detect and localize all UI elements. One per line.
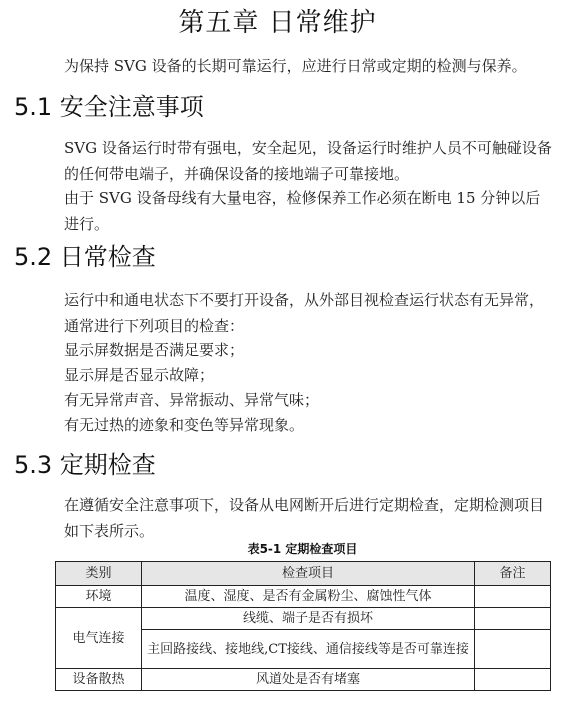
check-item-overheat: 有无过热的迹象和变色等异常现象。 — [64, 416, 305, 434]
intro-paragraph: 为保持 SVG 设备的长期可靠运行，应进行日常或定期的检测与保养。 — [64, 57, 527, 75]
cell-note — [475, 586, 551, 608]
paragraph-5-1-safety: SVG 设备运行时带有强电，安全起见，设备运行时维护人员不可触碰设备的任何带电端子，并确保设备的接地端子可靠接地。 — [64, 139, 552, 183]
table-row — [56, 608, 551, 630]
check-item-abnormal-noise: 有无异常声音、异常振动、异常气味； — [64, 391, 320, 409]
table-header-row — [56, 562, 551, 586]
cell-category: 环境 — [56, 586, 142, 608]
cell-check-item: 线缆、端子是否有损坏 — [142, 608, 475, 630]
check-item-display-data: 显示屏数据是否满足要求； — [64, 341, 245, 359]
paragraph-5-2-intro: 运行中和通电状态下不要打开设备，从外部目视检查运行状态有无异常，通常进行下列项目的检查： — [64, 291, 545, 335]
section-title-5-1: 5.1 安全注意事项 — [14, 93, 204, 121]
cell-note — [475, 630, 551, 669]
check-item-display-fault: 显示屏是否显示故障； — [64, 366, 215, 384]
table-row — [56, 669, 551, 691]
periodic-check-table — [55, 561, 551, 691]
table-row — [56, 586, 551, 608]
chapter-title: 第五章 日常维护 — [178, 8, 377, 38]
paragraph-5-1-capacitor: 由于 SVG 设备母线有大量电容，检修保养工作必须在断电 15 分钟以后进行。 — [64, 189, 541, 233]
header-check-item: 检查项目 — [142, 562, 475, 586]
cell-category: 电气连接 — [56, 608, 142, 669]
cell-check-item: 主回路接线、接地线,CT接线、通信接线等是否可靠连接 — [142, 630, 475, 669]
cell-note — [475, 669, 551, 691]
table-caption: 表5-1 定期检查项目 — [247, 542, 358, 556]
cell-category: 设备散热 — [56, 669, 142, 691]
header-note: 备注 — [475, 562, 551, 586]
section-title-5-2: 5.2 日常检查 — [14, 243, 156, 271]
cell-note — [475, 608, 551, 630]
section-title-5-3: 5.3 定期检查 — [14, 451, 156, 479]
cell-check-item: 风道处是否有堵塞 — [142, 669, 475, 691]
paragraph-5-3-intro: 在遵循安全注意事项下，设备从电网断开后进行定期检查，定期检测项目如下表所示。 — [64, 496, 545, 540]
cell-check-item: 温度、湿度、是否有金属粉尘、腐蚀性气体 — [142, 586, 475, 608]
header-category: 类别 — [56, 562, 142, 586]
